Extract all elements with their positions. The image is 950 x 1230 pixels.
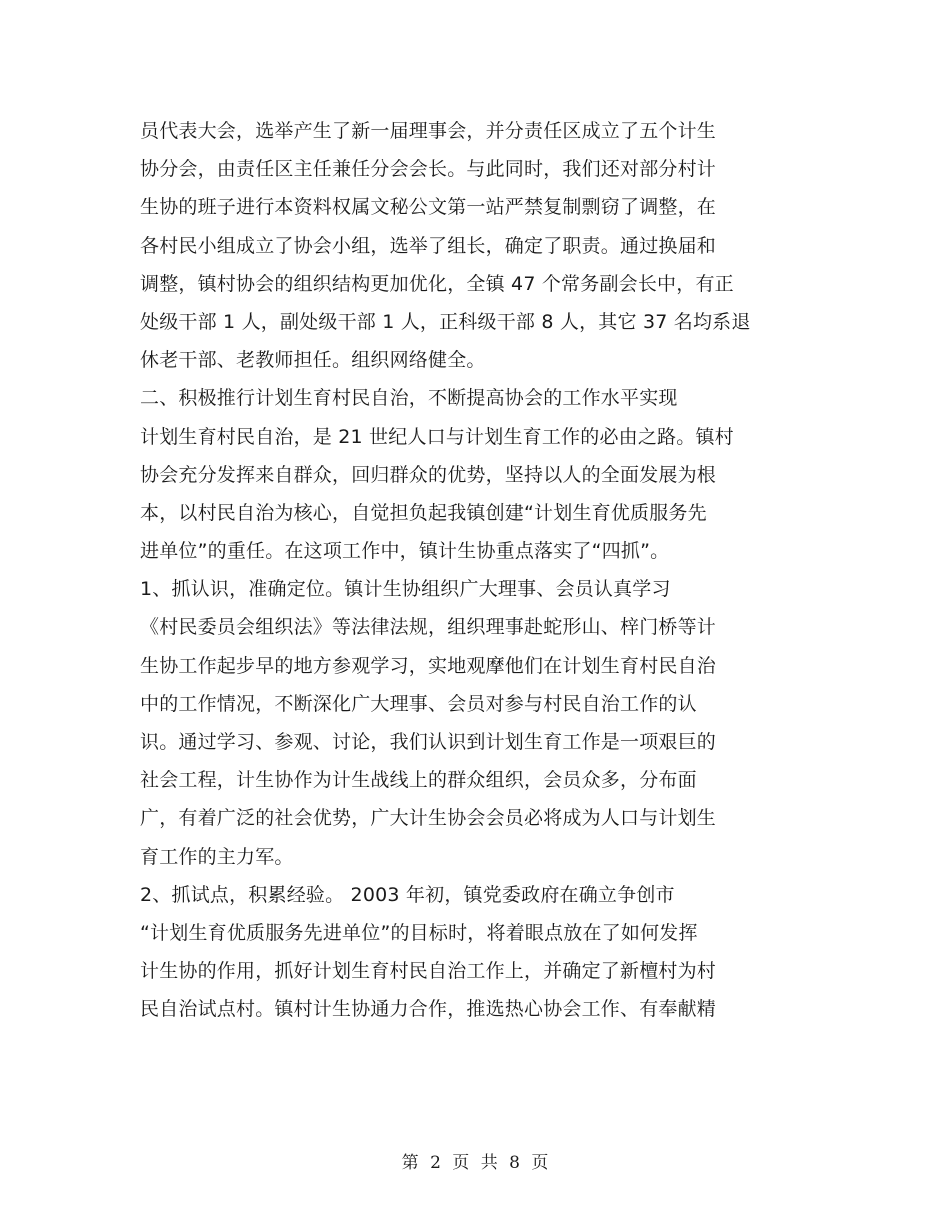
text-line: 计划生育村民自治，是 21 世纪人口与计划生育工作的必由之路。镇村 [140, 425, 734, 448]
text-line: 员代表大会，选举产生了新一届理事会，并分责任区成立了五个计生 [140, 120, 717, 142]
text-line: 1、抓认识，准确定位。镇计生协组织广大理事、会员认真学习 [140, 578, 671, 601]
text-line: 处级干部 1 人，副处级干部 1 人，正科级干部 8 人，其它 37 名均系退 [140, 310, 751, 333]
text-line: 2、抓试点，积累经验。 2003 年初，镇党委政府在确立争创市 [140, 883, 675, 906]
text-line: 广，有着广泛的社会优势，广大计生协会会员必将成为人口与计划生 [140, 807, 717, 830]
text-line: 中的工作情况，不断深化广大理事、会员对参与村民自治工作的认 [140, 692, 697, 715]
text-line: 生协的班子进行本资料权属文秘公文第一站严禁复制剽窃了调整，在 [140, 196, 717, 219]
text-line: “计划生育优质服务先进单位”的目标时，将着眼点放在了如何发挥 [140, 921, 698, 944]
text-line: 生协工作起步早的地方参观学习，实地观摩他们在计划生育村民自治 [140, 654, 717, 677]
text-line: 《村民委员会组织法》等法律法规，组织理事赴蛇形山、梓门桥等计 [140, 616, 717, 639]
text-line: 协会充分发挥来自群众，回归群众的优势，坚持以人的全面发展为根 [140, 463, 717, 486]
text-line: 计生协的作用，抓好计划生育村民自治工作上，并确定了新檀村为村 [140, 960, 717, 983]
document-body [140, 112, 820, 1029]
text-line: 识。通过学习、参观、讨论，我们认识到计划生育工作是一项艰巨的 [140, 731, 717, 753]
text-line: 各村民小组成立了协会小组，选举了组长，确定了职责。通过换届和 [140, 234, 717, 257]
text-line: 本，以村民自治为核心，自觉担负起我镇创建“计划生育优质服务先 [140, 501, 707, 524]
text-line: 二、积极推行计划生育村民自治，不断提高协会的工作水平实现 [140, 387, 678, 410]
text-line: 进单位”的重任。在这项工作中，镇计生协重点落实了“四抓”。 [140, 540, 670, 563]
page-number-footer: 第 2 页 共 8 页 [401, 1153, 549, 1173]
text-line: 休老干部、老教师担任。组织网络健全。 [140, 349, 486, 372]
text-line: 民自治试点村。镇村计生协通力合作，推选热心协会工作、有奉献精 [140, 998, 717, 1021]
text-line: 协分会，由责任区主任兼任分会会长。与此同时，我们还对部分村计 [140, 158, 717, 181]
text-line: 社会工程，计生协作为计生战线上的群众组织，会员众多，分布面 [140, 769, 697, 792]
text-line: 调整，镇村协会的组织结构更加优化，全镇 47 个常务副会长中，有正 [140, 272, 734, 295]
text-line: 育工作的主力军。 [140, 845, 294, 868]
